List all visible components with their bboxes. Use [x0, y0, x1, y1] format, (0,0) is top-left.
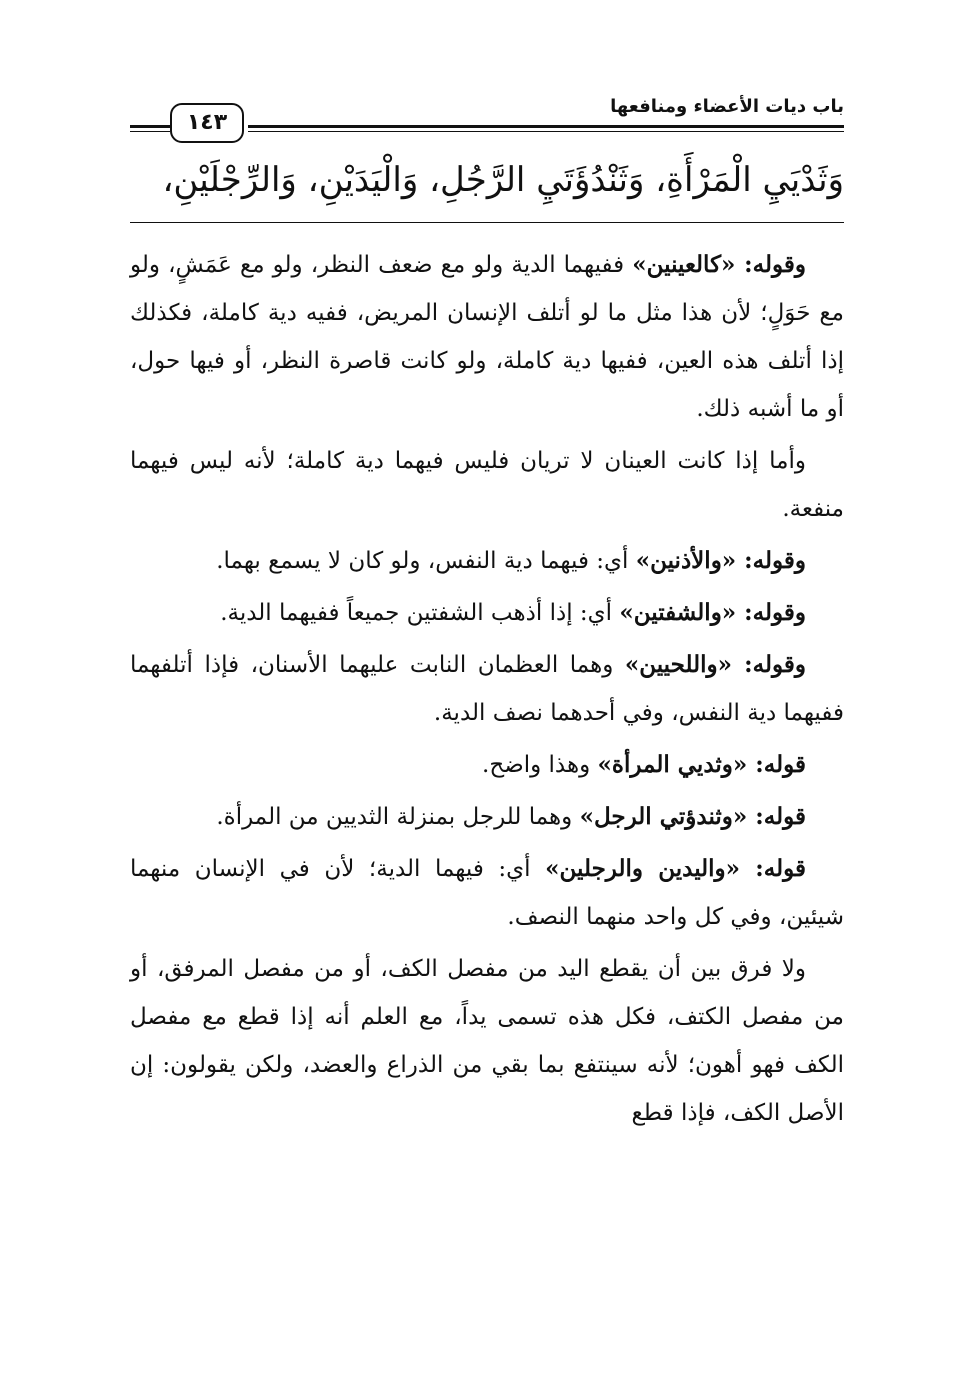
- matn-divider: [130, 222, 844, 223]
- paragraph-text: وهذا واضح.: [482, 752, 598, 778]
- paragraph: [130, 589, 844, 637]
- paragraph: [130, 793, 844, 841]
- paragraph-text: أي: فيهما الدية؛ لأن في الإنسان منهما شيئين، وفي كل واحد منهما النصف.: [130, 856, 844, 930]
- paragraph-text: أي: فيهما دية النفس، ولو كان لا يسمع بهما.: [216, 548, 636, 574]
- chapter-title: باب ديات الأعضاء ومنافعها: [610, 96, 844, 117]
- paragraph: [130, 537, 844, 585]
- paragraph-text: وأما إذا كانت العينان لا تريان فليس فيهما دية كاملة؛ لأنه ليس فيهما منفعة.: [130, 448, 844, 522]
- paragraph-lead: قوله: «وثندؤتي الرجل»: [579, 803, 806, 830]
- paragraph: [130, 241, 844, 433]
- paragraph-text: ولا فرق بين أن يقطع اليد من مفصل الكف، أو من مفصل المرفق، أو من مفصل الكتف، فكل هذه تسمى يداً، مع العلم أنه إذا قطع مع مفصل الكف فهو أهون؛ لأنه سينتفع بما بقي من الذراع والعضد، ولكن يقولون: إن الأصل الكف، فإذا قطع: [130, 956, 844, 1126]
- paragraph: [130, 641, 844, 737]
- paragraph: [130, 741, 844, 789]
- commentary: [130, 241, 844, 1137]
- paragraph-lead: قوله: «واليدين والرجلين»: [545, 855, 807, 882]
- paragraph-lead: وقوله: «والأذنين»: [635, 547, 806, 574]
- paragraph-lead: وقوله: «والشفتين»: [619, 599, 806, 626]
- paragraph-text: أي: إذا أذهب الشفتين جميعاً ففيهما الدية.: [220, 600, 620, 626]
- paragraph-text: وهما للرجل بمنزلة الثديين من المرأة.: [216, 804, 580, 830]
- paragraph-lead: قوله: «وثديي المرأة»: [597, 751, 806, 778]
- header-rule-short: [130, 125, 170, 132]
- paragraph-lead: وقوله: «واللحيين»: [624, 651, 806, 678]
- matn-line: وَثَدْيَيِ الْمَرْأَةِ، وَثَنْدُؤَتَيِ الرَّجُلِ، وَالْيَدَيْنِ، وَالرِّجْلَيْنِ،: [162, 160, 844, 200]
- paragraph-text: وهما العظمان النابت عليهما الأسنان، فإذا أتلفهما ففيهما دية النفس، وفي أحدهما نصف الدية.: [130, 652, 844, 726]
- page-number: ١٤٣: [170, 103, 244, 143]
- header-rule: [248, 125, 844, 132]
- page-header: [130, 78, 844, 148]
- book-page: [130, 78, 844, 1141]
- paragraph-text: ففيهما الدية ولو مع ضعف النظر، ولو مع عَمَشٍ، ولو مع حَوَلٍ؛ لأن هذا مثل ما لو أتلف الإنسان المريض، ففيه دية كاملة، فكذلك إذا أتلف هذه العين، ففيها دية كاملة، ولو كانت قاصرة النظر، أو فيها حول، أو ما أشبه ذلك.: [130, 252, 844, 422]
- paragraph: [130, 437, 844, 533]
- paragraph: [130, 945, 844, 1137]
- paragraph-lead: وقوله: «كالعينين»: [632, 251, 806, 278]
- paragraph: [130, 845, 844, 941]
